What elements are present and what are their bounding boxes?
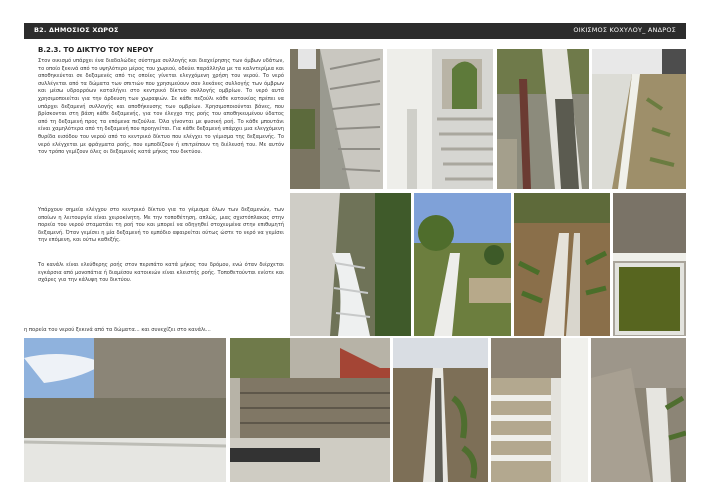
photo-garden-channel [514,193,610,336]
header-section-label: Β2. ΔΗΜΟΣΙΟΣ ΧΩΡΟΣ [34,26,119,34]
section-title: Β.2.3. ΤΟ ΔΙΚΤΥΟ ΤΟΥ ΝΕΡΟΥ [38,46,154,54]
photo-caption: η πορεία του νερού ξεκινά από τα δώματα... και συνεχίζει στο κανάλι... [24,327,211,333]
photo-terrace-canal [592,49,686,189]
body-paragraph-3: Το κανάλι είναι ελεύθερης ροής στον περιπάτο κατά μήκος του δρόμου, ενώ όταν διέρχεται εγκάρσια από μονοπάτια ή διαμέσου κατοικιών είναι κλειστής ροής. Τοποθετούνται ενίοτε και σχάρες για την κάλυψη του δικτύου. [38,262,284,284]
photo-green-reservoir [613,193,686,336]
photo-stone-wall-grate [230,338,390,482]
photo-water-channel-pipe [497,49,589,189]
photo-stone-house-sky [24,338,226,482]
photo-stone-channel [591,338,686,482]
photo-canal-landscape [414,193,511,336]
body-paragraph-2: Υπάρχουν σημεία ελέγχου στο κεντρικό δίκτυο για το γέμισμα όλων των δεξαμενών, των οποίων η λειτουργία είναι χειροκίνητη. Με την τοποθέτηση, απλώς, μιας σχιστόπλακας στην πορεία του νερού σταματάει τη ροή του και μπορεί να οδηγηθεί στοχευμένα στην επιθυμητή δεξαμενή. Όταν γεμίσει η μία δεξαμενή το εμπόδιο αφαιρείται ούτως ώστε το νερό να γεμίσει την επόμενη, και ούτω καθεξής. [38,207,284,244]
photo-water-cascade [290,193,411,336]
photo-stone-wall-path [290,49,383,189]
header-bar [24,23,686,39]
body-paragraph-1: Στον οικισμό υπάρχει ένα διαδαλώδες σύστημα συλλογής και διαχείρησης των όμβων υδάτων, το οποίο ξεκινά από το υψηλότερο μέρος του χωριού, οδεύει παράλληλα με τα καλντερίμια και αποθηκεύεται σε δεξαμενές από τις οποίες γίνεται ελεγχόμενη χρήση του νερού. Το νερό συλλέγεται από τα δώματα των σπιτιών που χρησιμεύουν σαν λεκάνες συλλογής των όμβρων και μέσω υδρορρόων καταλήγει στο κεντρικό δίκτυο συλλογής ομβρίων. Το νερό αυτό χρησιμοποιείται για την άρδευση των χωραφιών. Σε κάθε πεζούλι κάθε κατοικίας πρέπει να υπάρχει δεξαμενή συλλογής και αποθήκευσης των ομβρίων. Χρησιμοποιούνται βάνες, που βρίσκονται στη βάση κάθε δεξαμενής, για τον έλεγχο της ροής του αποθηκευμένου ύδατος από τη δεξαμενή προς τα επόμενα πεζούλια. Όλα γίνονται με φυσική ροή. Το κάθε μπουτάνι είναι χαμηλότερα από τη δεξαμενή που προηγείται. Για κάθε δεξαμενή υπάρχει μια ελεγχόμενη θυρίδα εισόδου του νερού από το κεντρικό δίκτυο που ελέγχει το γέμισμα της δεξαμενής. Το νερό ελέγχεται με φράγματα ροής, που εμποδίζουν ή επιτρέπουν τη διέλευσή του. Με αυτόν τον τρόπο γεμίζουν όλες οι δεξαμενές κατά μήκος του δικτύου. [38,58,284,156]
photo-white-stairs [387,49,493,189]
photo-white-steps-canal [491,338,588,482]
photo-channel-path [393,338,488,482]
header-project-label: ΟΙΚΙΣΜΟΣ ΚΟΧΥΛΟΥ_ ΑΝΔΡΟΣ [573,26,676,34]
